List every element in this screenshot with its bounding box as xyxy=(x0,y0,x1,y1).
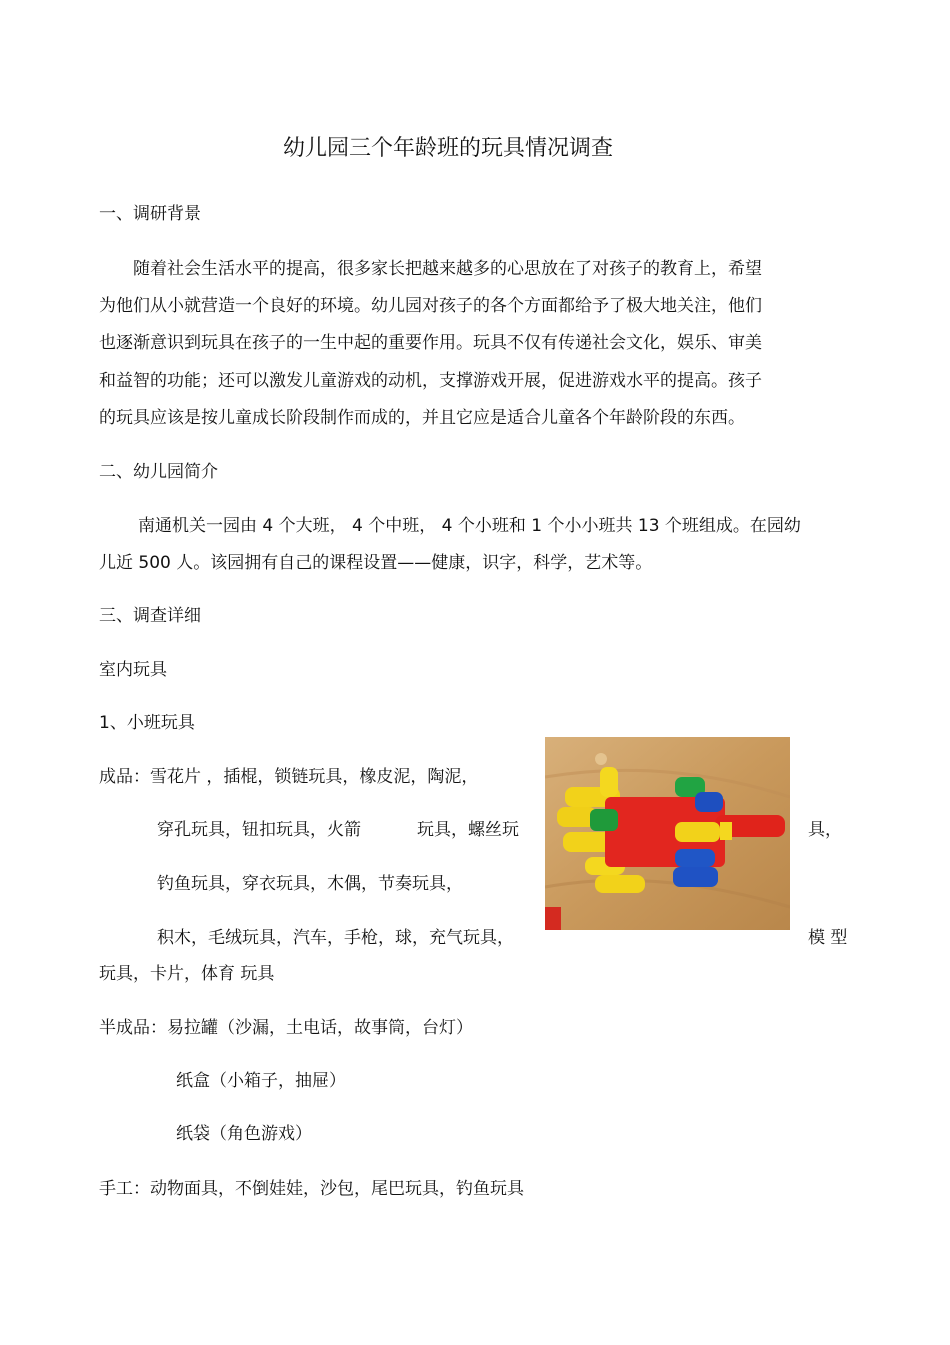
semi-finished-line: 纸盒（小箱子，抽屉） xyxy=(176,1071,346,1091)
section-heading-intro: 二、幼儿园简介 xyxy=(99,462,218,482)
finished-line: 具， xyxy=(808,820,842,840)
semi-finished-line: 纸袋（角色游戏） xyxy=(176,1124,312,1144)
semi-finished-line: 半成品：易拉罐（沙漏，土电话，故事筒，台灯） xyxy=(99,1018,473,1038)
finished-line: 穿孔玩具，钮扣玩具，火箭 xyxy=(157,820,361,840)
paragraph-line: 随着社会生活水平的提高，很多家长把越来越多的心思放在了对孩子的教育上，希望 xyxy=(133,259,762,279)
paragraph-line: 儿近 500 人。该园拥有自己的课程设置——健康，识字，科学，艺术等。 xyxy=(99,553,653,573)
subheading-indoor: 室内玩具 xyxy=(99,660,167,680)
paragraph-line: 南通机关一园由 4 个大班， 4 个中班， 4 个小班和 1 个小小班共 13 个班组成。在园幼 xyxy=(138,516,801,536)
paragraph-line: 也逐渐意识到玩具在孩子的一生中起的重要作用。玩具不仅有传递社会文化，娱乐、审美 xyxy=(99,333,762,353)
subheading-small-class: 1、小班玩具 xyxy=(99,713,195,733)
paragraph-line: 和益智的功能；还可以激发儿童游戏的动机，支撑游戏开展，促进游戏水平的提高。孩子 xyxy=(99,371,762,391)
paragraph-line: 的玩具应该是按儿童成长阶段制作而成的，并且它应是适合儿童各个年龄阶段的东西。 xyxy=(99,408,745,428)
page-title: 幼儿园三个年龄班的玩具情况调查 xyxy=(283,136,614,161)
paragraph-line: 为他们从小就营造一个良好的环境。幼儿园对孩子的各个方面都给予了极大地关注，他们 xyxy=(99,296,762,316)
section-heading-details: 三、调查详细 xyxy=(99,606,201,626)
finished-line: 成品：雪花片 ，插棍，锁链玩具，橡皮泥，陶泥， xyxy=(99,767,479,787)
finished-line: 玩具，螺丝玩 xyxy=(417,820,519,840)
finished-line: 钓鱼玩具，穿衣玩具，木偶，节奏玩具， xyxy=(157,874,463,894)
finished-line: 玩具，卡片，体育 玩具 xyxy=(99,964,275,984)
finished-line: 模 型 xyxy=(808,928,848,948)
handmade-line: 手工：动物面具，不倒娃娃，沙包，尾巴玩具，钓鱼玩具 xyxy=(99,1179,524,1199)
toy-blocks-photo xyxy=(545,737,790,930)
section-heading-background: 一、调研背景 xyxy=(99,204,201,224)
finished-line: 积木，毛绒玩具，汽车，手枪，球，充气玩具， xyxy=(157,928,514,948)
